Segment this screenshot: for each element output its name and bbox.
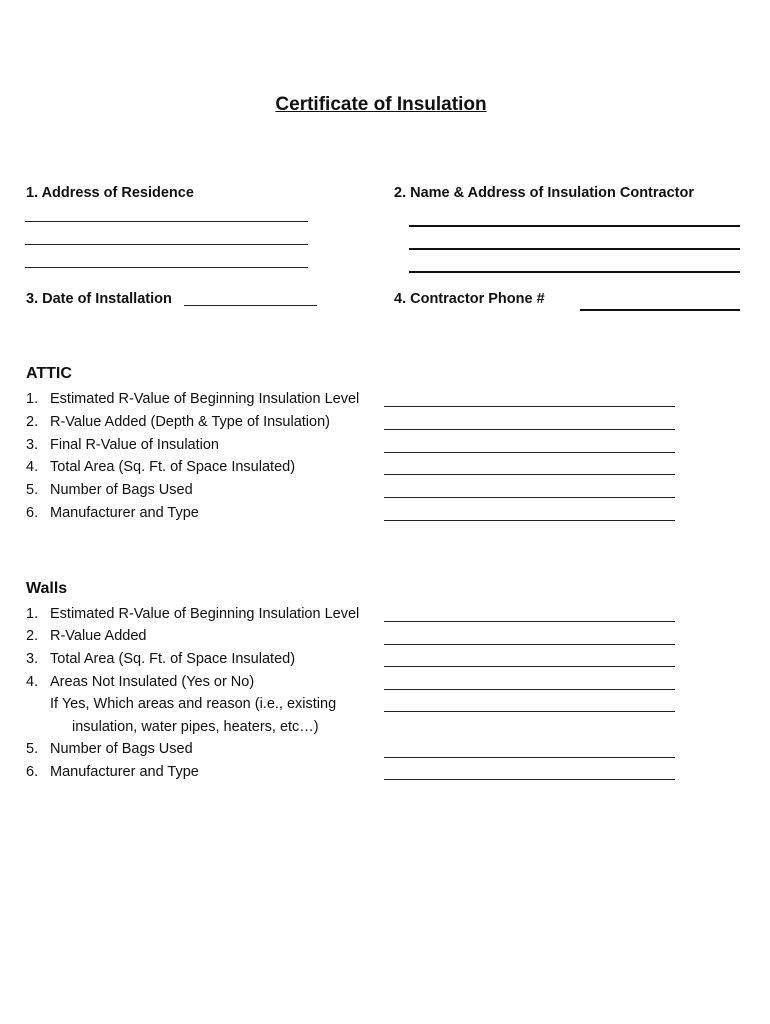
attic-item-2-label: R-Value Added (Depth & Type of Insulation) [50,414,330,430]
attic-item-5-label: Number of Bags Used [50,482,193,498]
attic-item-1-num: 1. [26,391,39,407]
walls-item-3 [26,651,295,667]
walls-item-3-num: 3. [26,651,39,667]
walls-item-5-line[interactable] [384,757,675,758]
attic-item-6-line[interactable] [384,520,675,521]
date-of-installation-line[interactable] [184,305,317,306]
attic-item-1-label: Estimated R-Value of Beginning Insulation Level [50,391,360,407]
walls-heading: Walls [26,580,68,597]
walls-item-2 [26,628,146,644]
attic-item-6 [26,505,199,521]
contractor-line-2[interactable] [409,248,740,250]
attic-heading: ATTIC [26,365,72,382]
page-title: Certificate of Insulation [275,94,487,115]
attic-item-3-num: 3. [26,437,39,453]
walls-item-4-line[interactable] [384,689,675,690]
walls-item-1-label: Estimated R-Value of Beginning Insulation Level [50,606,360,622]
address-line-3[interactable] [25,267,308,268]
attic-item-5-line[interactable] [384,497,675,498]
walls-item-4-subtext-1: If Yes, Which areas and reason (i.e., existing [50,696,337,712]
walls-item-2-label: R-Value Added [50,628,147,644]
attic-item-6-label: Manufacturer and Type [50,505,199,521]
walls-item-5-num: 5. [26,741,39,757]
contractor-line-3[interactable] [409,271,740,273]
attic-item-2-num: 2. [26,414,39,430]
walls-item-1-num: 1. [26,606,39,622]
contractor-phone-line[interactable] [580,309,740,311]
walls-item-2-num: 2. [26,628,39,644]
attic-item-6-num: 6. [26,505,39,521]
walls-item-4-num: 4. [26,674,39,690]
address-line-1[interactable] [25,221,308,222]
attic-item-3-line[interactable] [384,452,675,453]
address-of-residence-label: 1. Address of Residence [26,185,194,201]
walls-item-4-subtext-2: insulation, water pipes, heaters, etc…) [72,719,319,735]
walls-item-6-label: Manufacturer and Type [50,764,199,780]
date-of-installation-label: 3. Date of Installation [26,291,172,307]
walls-item-6-line[interactable] [384,779,675,780]
attic-item-1 [26,391,359,407]
attic-item-5-num: 5. [26,482,39,498]
attic-item-4-line[interactable] [384,474,675,475]
walls-item-1 [26,606,359,622]
walls-item-4-label: Areas Not Insulated (Yes or No) [50,674,255,690]
contractor-name-address-label: 2. Name & Address of Insulation Contractor [394,185,694,201]
walls-item-5-label: Number of Bags Used [50,741,193,757]
attic-item-3 [26,437,219,453]
contractor-phone-label: 4. Contractor Phone # [394,291,545,307]
walls-item-3-line[interactable] [384,666,675,667]
attic-item-4 [26,459,295,475]
attic-item-2-line[interactable] [384,429,675,430]
attic-item-5 [26,482,193,498]
walls-item-4-reason-line[interactable] [384,711,675,712]
attic-item-2 [26,414,330,430]
attic-item-1-line[interactable] [384,406,675,407]
walls-item-1-line[interactable] [384,621,675,622]
attic-item-4-label: Total Area (Sq. Ft. of Space Insulated) [50,459,296,475]
walls-item-6 [26,764,199,780]
walls-item-6-num: 6. [26,764,39,780]
attic-item-4-num: 4. [26,459,39,475]
walls-item-4 [26,674,254,690]
walls-item-2-line[interactable] [384,644,675,645]
attic-item-3-label: Final R-Value of Insulation [50,437,219,453]
address-line-2[interactable] [25,244,308,245]
walls-item-3-label: Total Area (Sq. Ft. of Space Insulated) [50,651,296,667]
contractor-line-1[interactable] [409,225,740,227]
walls-item-5 [26,741,193,757]
